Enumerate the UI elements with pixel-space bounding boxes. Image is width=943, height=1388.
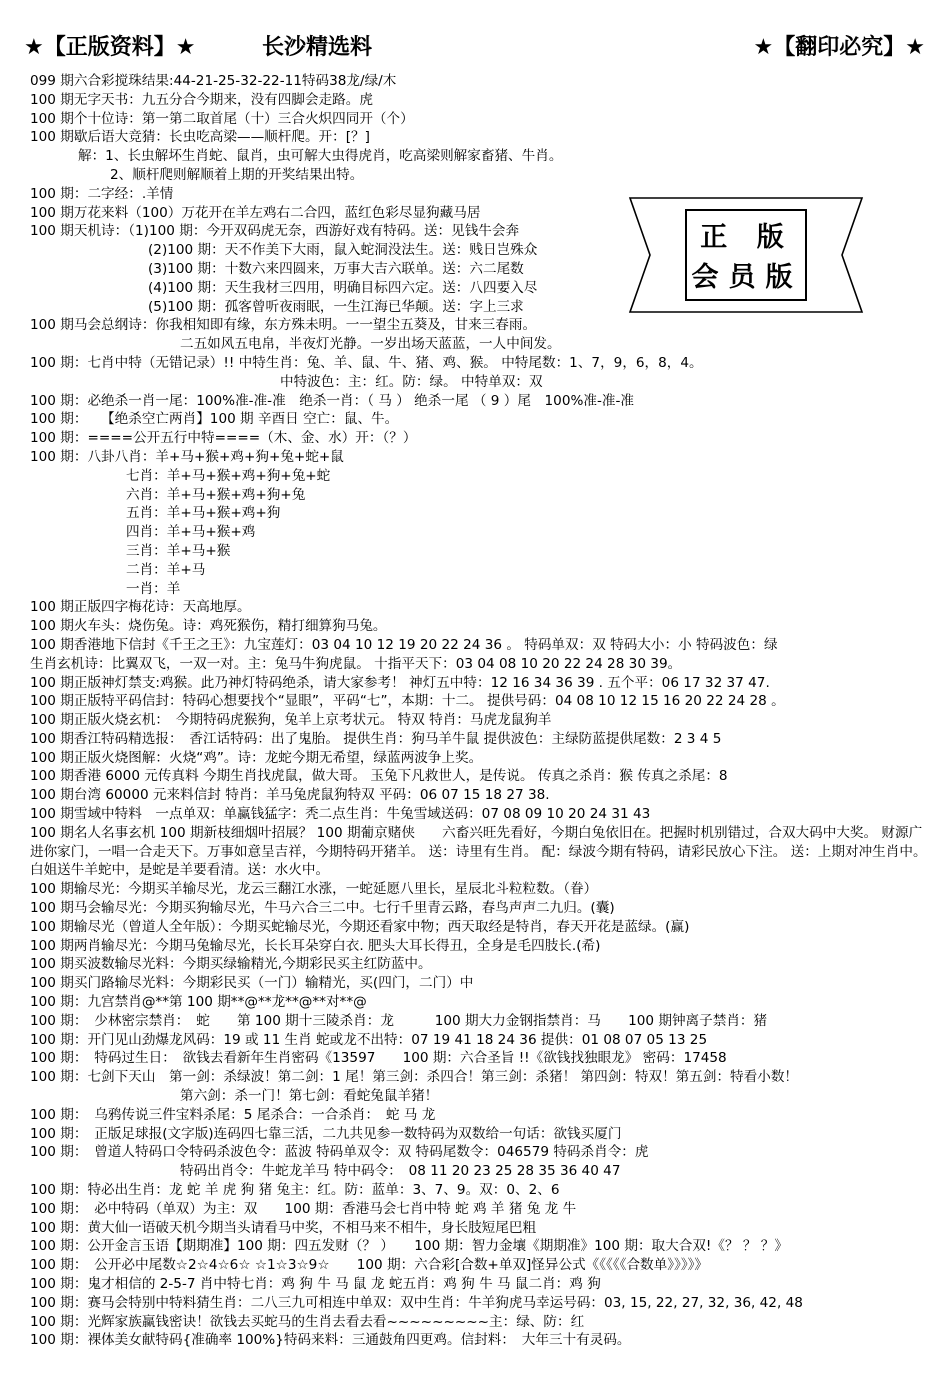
text-line: 100 期：七肖中特（无错记录）!! 中特生肖：兔、羊、鼠、牛、猪、鸡、猴。 中特尾数：1、7，9，6，8，4。 <box>30 354 703 371</box>
text-line: 五肖：羊+马+猴+鸡+狗 <box>126 505 281 522</box>
text-line: 100 期正版四字梅花诗：天高地厚。 <box>30 599 251 616</box>
stamp-line-1: 正 版 <box>700 222 794 253</box>
text-line: 100 期：八卦八肖：羊+马+猴+鸡+狗+兔+蛇+鼠 <box>30 448 344 465</box>
text-line: 100 期：七剑下天山 第一剑：杀绿波！第二剑：1 尾！第三剑：杀四合！第三剑：杀猪！ 第四剑：特双！第五剑：特看小数！ <box>30 1069 799 1086</box>
text-line: 100 期雪域中特料 一点单双：单赢钱猛字：秃二点生肖：牛兔雪域送码：07 08 09 10 20 24 31 43 <box>30 806 651 823</box>
text-line: 100 期： 必中特码（单双）为主：双 100 期：香港马会七肖中特 蛇 鸡 羊 猪 兔 龙 牛 <box>30 1200 577 1217</box>
text-line: 100 期天机诗：（1)100 期：今开双码虎无奈，西游好戏有特码。送：见钱牛会奔 <box>30 223 520 240</box>
header-right-title: ★【翻印必究】★ <box>753 35 925 60</box>
text-line: 100 期马会总纲诗：你我相知即有缘，东方殊未明。一一望尘五葵及，甘来三春雨。 <box>30 317 537 334</box>
text-line: 100 期输尽光：今期买羊输尽光，龙云三翻江水涨，一蛇延愿八里长，星辰北斗粒粒数。（眷） <box>30 881 598 898</box>
text-line: 二肖：羊+马 <box>126 561 206 578</box>
text-line: 100 期歇后语大竞猜：长虫吃高梁——顺杆爬。开：[？] <box>30 129 370 146</box>
text-line: 100 期香港 6000 元传真料 今期生肖找虎鼠，做大哥。 玉兔下凡救世人，是传说。 传真之杀肖：猴 传真之杀尾：8 <box>30 768 728 785</box>
text-line: 解：1、长虫解坏生肖蛇、鼠肖，虫可解大虫得虎肖，吃高梁则解家畜猪、牛肖。 <box>78 148 563 165</box>
text-line: 100 期：鬼才相信的 2-5-7 肖中特七肖：鸡 狗 牛 马 鼠 龙 蛇五肖：鸡 狗 牛 马 鼠二肖：鸡 狗 <box>30 1276 601 1292</box>
text-line: 099 期六合彩搅珠结果:44-21-25-32-22-11特码38龙/绿/木 <box>30 73 397 89</box>
text-line: 六肖：羊+马+猴+鸡+狗+兔 <box>126 486 306 503</box>
text-line: 2、顺杆爬则解顺着上期的开奖结果出特。 <box>110 166 364 183</box>
text-line: 100 期个十位诗：第一第二取首尾（十）三合火炽四同开（个） <box>30 110 414 127</box>
text-line: 一肖：羊 <box>126 580 181 597</box>
text-line: 100 期：赛马会特别中特料猜生肖：二八三九可相连中单双：双中生肖：牛羊狗虎马幸运号码：03, 15, 22, 27, 32, 36, 42, 48 <box>30 1294 803 1311</box>
text-line: 100 期： 曾道人特码口令特码杀波色令：蓝波 特码单双令：双 特码尾数令：046579 特码杀肖令：虎 <box>30 1144 649 1161</box>
text-line: 100 期买门路输尽光料：今期彩民买（一门）输精光，买(四门，二门）中 <box>30 975 474 992</box>
text-line: 四肖：羊+马+猴+鸡 <box>126 524 256 541</box>
stamp-line-2: 会员版 <box>691 262 803 293</box>
text-line: 100 期： 公开必中尾数☆2☆4☆6☆ ☆1☆3☆9☆ 100 期：六合彩[合数+单双]怪异公式《《《《《合数单》》》》》 <box>30 1257 709 1274</box>
page-header <box>0 0 943 66</box>
text-line: 三肖：羊+马+猴 <box>126 542 231 559</box>
text-line: 100 期名人名事玄机 100 期新枝细烟叶招展？ 100 期葡京赌侠 六畜兴旺先看好，今期白兔依旧在。把握时机别错过，合双大码中大奖。 财源广进你家门，一唱一合走天下。万事如意呈吉祥，今期特码开猪羊。 送：诗里有生肖。 配：绿波今期有特码，请彩民放心下注。 送：上期对冲生肖中。白姐送牛羊蛇中，是蛇是羊要看清。送：水火中。 <box>30 824 927 879</box>
text-line: 100 期： 少林密宗禁肖： 蛇 第 100 期十三陵杀肖：龙 100 期大力金钢指禁肖：马 100 期钟离子禁肖：猪 <box>30 1012 768 1029</box>
text-line: 100 期香江特码精选报： 香江话特码：出了鬼胎。 提供生肖：狗马羊牛鼠 提供波色：主绿防蓝提供尾数：2 3 4 5 <box>30 730 722 747</box>
text-line: 100 期：公开金言玉语【期期准】100 期：四五发财（？ ） 100 期：智力金壤《期期准》100 期：取大合双!《？ ？ ？》 <box>30 1238 788 1255</box>
text-line: 特码出肖令：牛蛇龙羊马 特中码令： 08 11 20 23 25 28 35 36 40 47 <box>180 1163 621 1180</box>
header-left-title: ★【正版资料】★ <box>24 35 196 60</box>
text-line: 100 期万花来料（100）万花开在羊左鸡右二合四，蓝红色彩尽显狗藏马居 <box>30 204 481 221</box>
text-line: 100 期：裸体美女献特码{准确率 100%}特码来料：三通鼓角四更鸡。信封料： 大年三十有灵码。 <box>30 1332 631 1349</box>
text-line: 生肖玄机诗：比翼双飞，一双一对。主：兔马牛狗虎鼠。 十指平天下：03 04 08 10 20 22 24 28 30 39。 <box>30 655 682 672</box>
text-line: 100 期： 乌鸦传说三件宝料杀尾：5 尾杀合：一合杀肖： 蛇 马 龙 <box>30 1106 436 1123</box>
text-line: 100 期： 【绝杀空亡两肖】100 期 辛酉日 空亡：鼠、牛。 <box>30 411 399 428</box>
text-line: 100 期输尽光（曾道人全年版）：今期买蛇输尽光，今期还看家中物；西天取经是特肖，春天开花是蓝绿。(赢) <box>30 918 690 935</box>
text-line: 100 期：特必出生肖：龙 蛇 羊 虎 狗 猪 兔主：红。防：蓝单：3、7、9。双：0、2、6 <box>30 1182 560 1199</box>
text-line: 100 期：必绝杀一肖一尾：100%准-准-准 绝杀一肖：（ 马 ） 绝杀一尾 （ 9 ）尾 100%准-准-准 <box>30 392 634 409</box>
text-line: 100 期：九宫禁肖@**第 100 期**@**龙**@**对**@ <box>30 994 367 1011</box>
text-line: 100 期正版火烧图解：火烧“鸡”。诗：龙蛇今期无希望，绿蓝两波争上奖。 <box>30 749 483 766</box>
text-line: 100 期两肖输尽光：今期马兔输尽光，长长耳朵穿白衣. 肥头大耳长得丑，全身是毛四肢长.(希) <box>30 937 601 954</box>
text-line: 100 期正版神灯禁支:鸡猴。此乃神灯特码绝杀，请大家参考！ 神灯五中特：12 16 34 36 39 . 五个平：06 17 32 37 47. <box>30 674 770 691</box>
text-line: 二五如风五电帛，半夜灯光静。一岁出场天蓝蓝，一人中间发。 <box>180 336 561 353</box>
text-line: 100 期： 特码过生日： 欲钱去看新年生肖密码《13597 100 期：六合圣旨 !!《欲钱找独眼龙》 密码：17458 <box>30 1050 727 1067</box>
text-line: (2)100 期：天不作美下大雨，鼠入蛇洞没法生。送：贱日岂殊众 <box>148 242 538 259</box>
text-line: 100 期：光辉家族赢钱密诀！欲钱去买蛇马的生肖去看去看~~~~~~~~~主：绿、防：红 <box>30 1313 585 1330</box>
text-line: 第六剑：杀一门！第七剑：看蛇兔鼠羊猪！ <box>180 1088 439 1105</box>
text-line: 100 期买波数输尽光料：今期买绿输精光,今期彩民买主红防蓝中。 <box>30 956 432 973</box>
text-line: 100 期：黄大仙一语破天机今期当头请看马中奖，不相马来不相牛，身长肢短尾巴粗 <box>30 1219 537 1236</box>
text-line: (5)100 期：孤客曾听夜雨眠，一生江海已华颠。送：字上三求 <box>148 298 524 315</box>
text-line: 中特波色：主：红。防：绿。 中特单双：双 <box>280 373 543 390</box>
document-body <box>30 72 935 1350</box>
text-line: (3)100 期：十数六来四圆来，万事大吉六联单。送：六二尾数 <box>148 260 524 277</box>
text-line: 100 期： 正版足球报(文字版)连码四七靠三活，二九共见参一数特码为双数给一句话：欲钱买厦门 <box>30 1125 622 1142</box>
text-line: (4)100 期：天生我材三四用，明确目标四六定。送：八四要入尽 <box>148 279 538 296</box>
text-line: 七肖：羊+马+猴+鸡+狗+兔+蛇 <box>126 467 331 484</box>
text-line: 100 期台湾 60000 元来料信封 特肖：羊马兔虎鼠狗特双 平码：06 07 15 18 27 38. <box>30 787 550 804</box>
text-line: 100 期正版火烧玄机： 今期特码虎猴狗，兔羊上京考状元。 特双 特肖：马虎龙鼠狗羊 <box>30 712 552 729</box>
header-center-title: 长沙精选料 <box>262 35 373 60</box>
text-line: 100 期无字天书：九五分合今期来，没有四脚会走路。虎 <box>30 91 373 108</box>
text-line: 100 期马会输尽光：今期买狗输尽光，牛马六合三二中。七行千里青云路，春鸟声声二九归。(囊) <box>30 900 615 917</box>
text-line: 100 期正版特平码信封：特码心想要找个“显眼”，平码“七”，本期：十二。 提供号码：04 08 10 12 15 16 20 22 24 28 。 <box>30 693 785 710</box>
text-line: 100 期：开门见山劲爆龙风码：19 或 11 生肖 蛇或龙不出特：07 19 41 18 24 36 提供：01 08 07 05 13 25 <box>30 1031 708 1048</box>
text-line: 100 期火车头：烧伤兔。诗：鸡死猴伤，精打细算狗马兔。 <box>30 618 387 635</box>
text-line: 100 期香港地下信封《千王之王》：九宝莲灯：03 04 10 12 19 20 22 24 36 。 特码单双：双 特码大小：小 特码波色：绿 <box>30 636 778 653</box>
text-line: 100 期：二字经：.羊情 <box>30 185 174 202</box>
text-line: 100 期：====公开五行中特====（木、金、水）开：（？） <box>30 430 417 447</box>
